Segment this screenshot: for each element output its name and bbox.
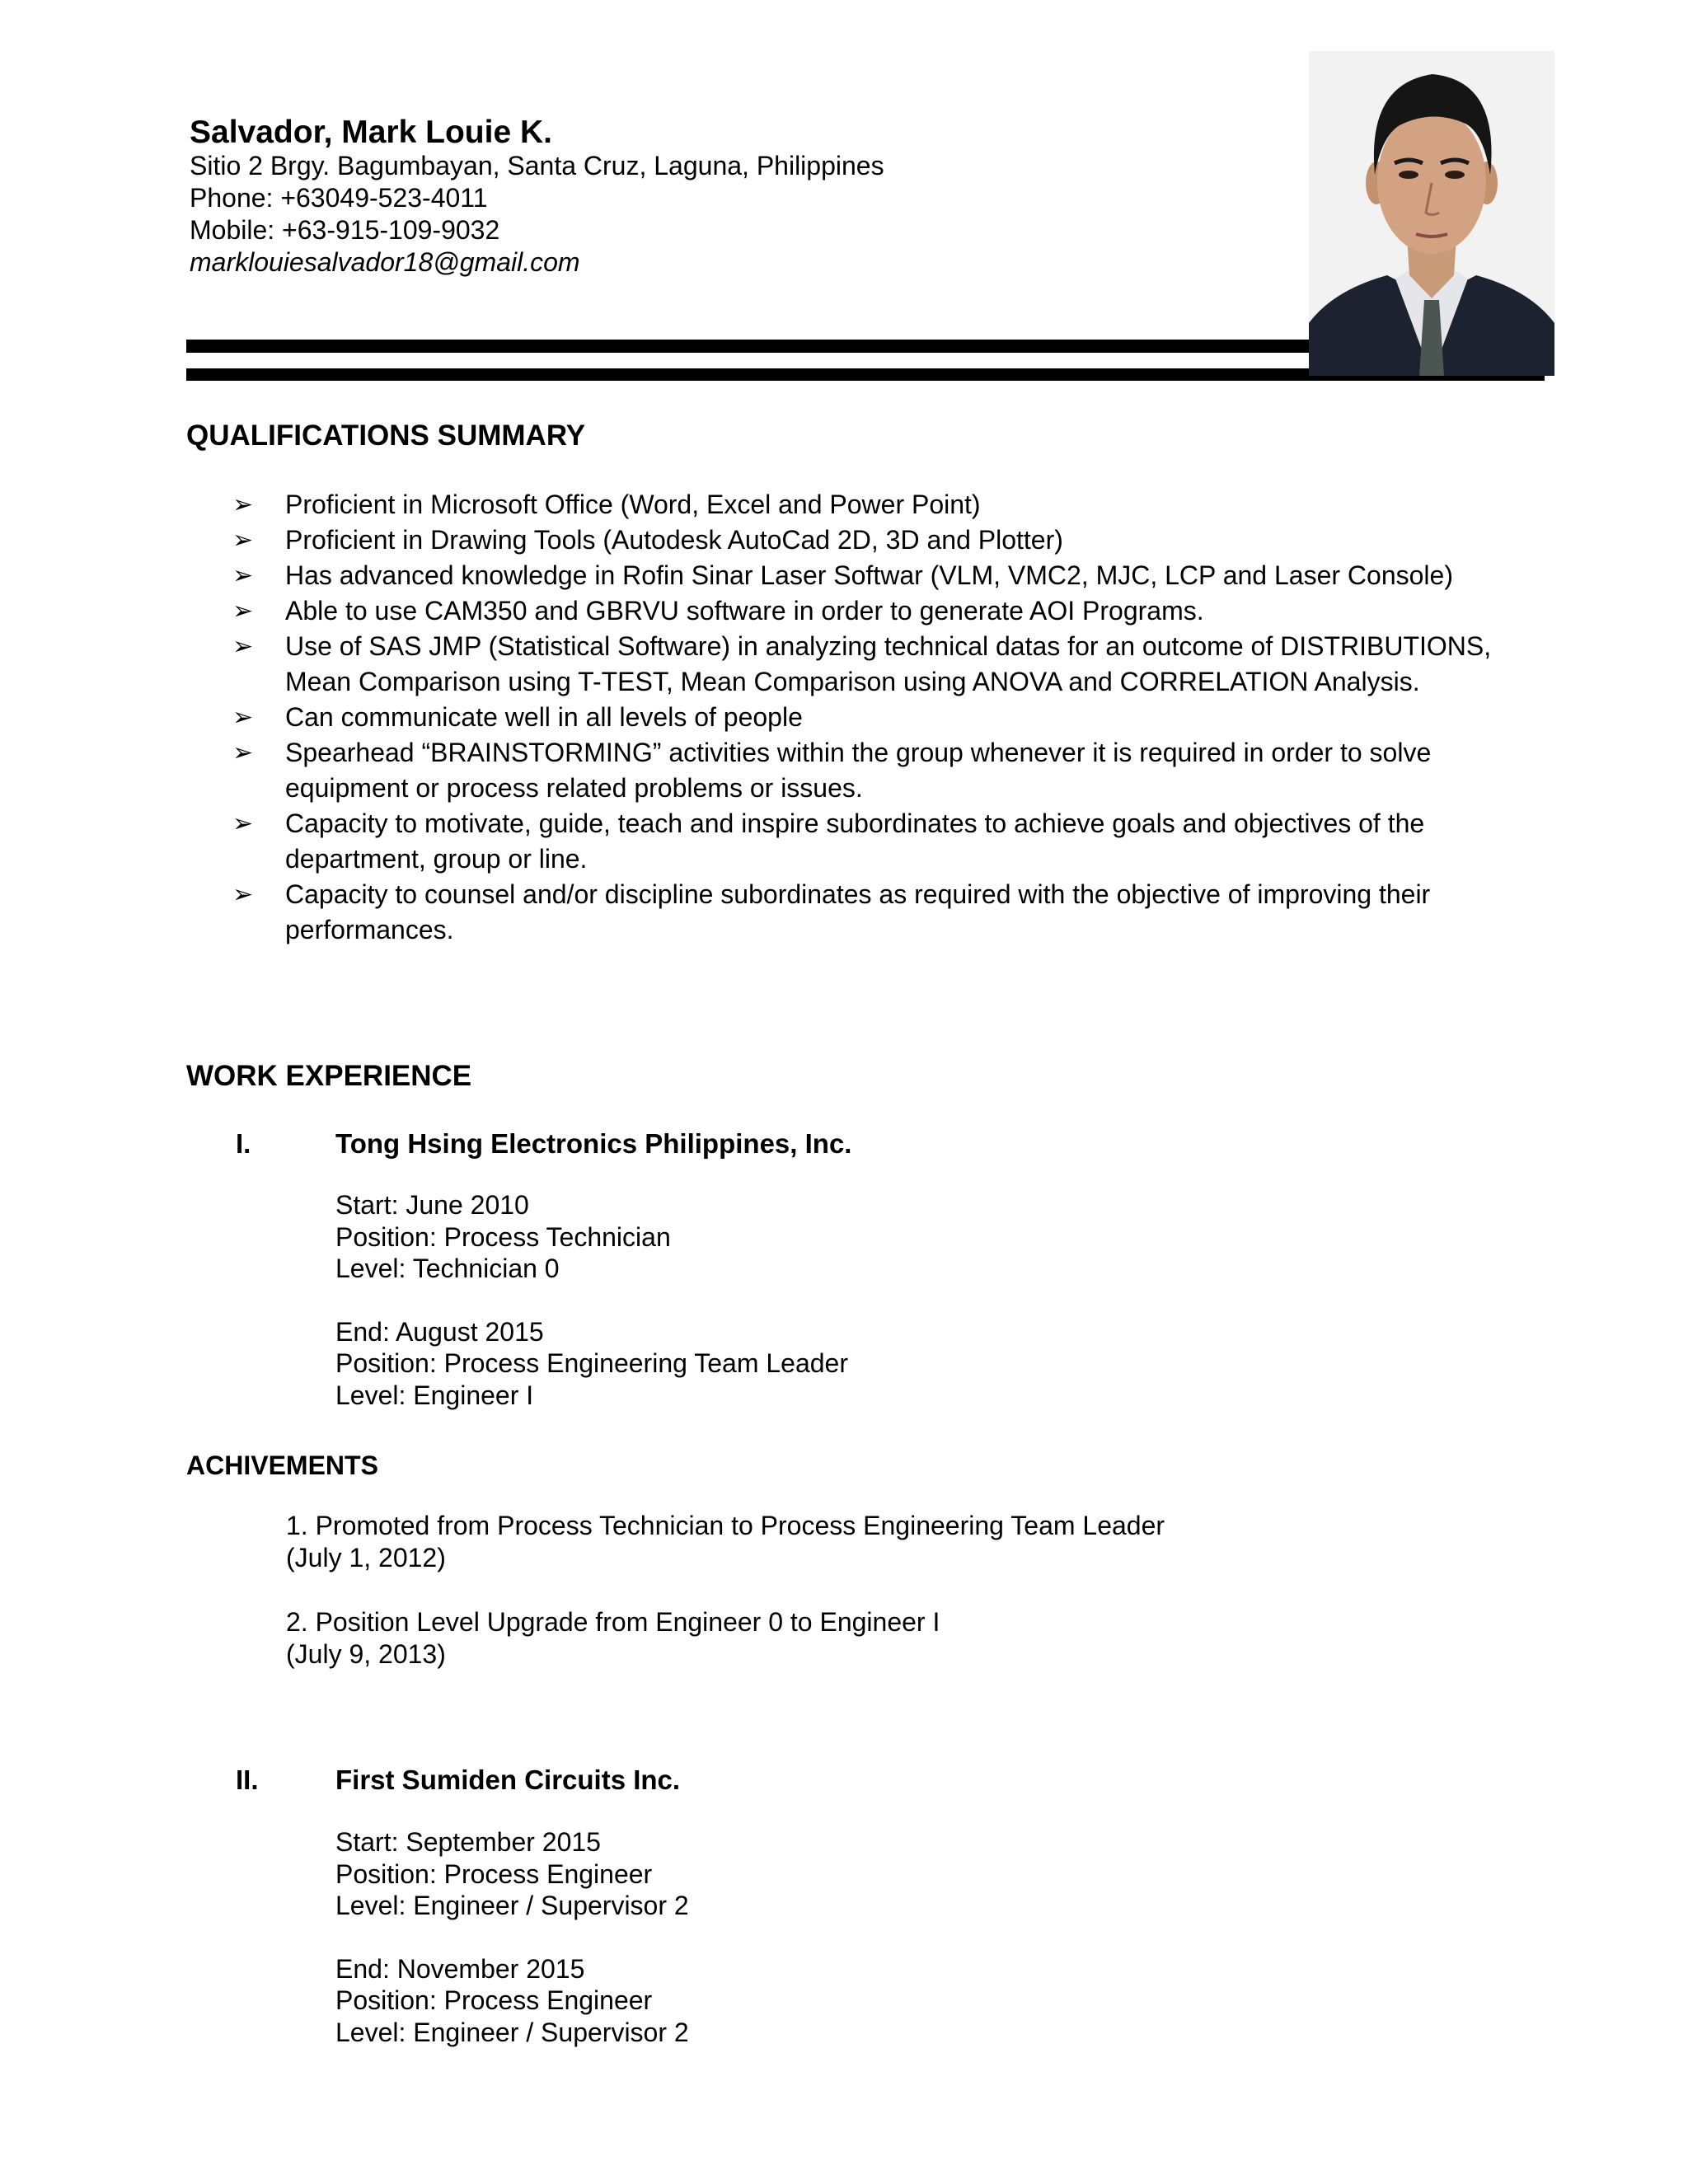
job-start: Start: June 2010 — [335, 1190, 529, 1220]
job-start-position: Position: Process Engineer — [335, 1858, 653, 1889]
qualification-text: Capacity to counsel and/or discipline subordinates as required with the objective of improving their performances. — [285, 879, 1431, 944]
qualification-item — [232, 523, 1535, 558]
qualification-text: Proficient in Drawing Tools (Autodesk AutoCad 2D, 3D and Plotter) — [285, 525, 1063, 555]
applicant-name: Salvador, Mark Louie K. — [190, 115, 552, 150]
job-start-level: Level: Technician 0 — [335, 1254, 560, 1283]
qualification-item — [232, 558, 1535, 593]
job-end-level: Level: Engineer / Supervisor 2 — [335, 2017, 689, 2047]
qualifications-list — [232, 487, 1535, 948]
job-numeral: I. — [236, 1128, 251, 1159]
phone-line: Phone: +63049-523-4011 — [190, 183, 488, 213]
qualification-item — [232, 700, 1535, 735]
bullet-arrow-icon: ➢ — [232, 881, 254, 908]
profile-photo — [1309, 51, 1554, 376]
achievement-text: 2. Position Level Upgrade from Engineer 0 to Engineer I — [286, 1607, 940, 1637]
job-start-level: Level: Engineer / Supervisor 2 — [335, 1891, 689, 1920]
work-experience-heading: WORK EXPERIENCE — [186, 1060, 472, 1092]
bullet-arrow-icon: ➢ — [232, 527, 254, 554]
bullet-arrow-icon: ➢ — [232, 810, 254, 837]
job-company: Tong Hsing Electronics Philippines, Inc. — [335, 1128, 852, 1159]
bullet-arrow-icon: ➢ — [232, 562, 254, 589]
qualification-item — [232, 629, 1535, 700]
job-end-level: Level: Engineer I — [335, 1380, 534, 1410]
bullet-arrow-icon: ➢ — [232, 491, 254, 518]
bullet-arrow-icon: ➢ — [232, 704, 254, 731]
qualification-text: Can communicate well in all levels of people — [285, 702, 803, 732]
qualification-text: Has advanced knowledge in Rofin Sinar Laser Softwar (VLM, VMC2, MJC, LCP and Laser Console) — [285, 560, 1453, 590]
achievements-list — [286, 1510, 1165, 1670]
qualifications-heading: QUALIFICATIONS SUMMARY — [186, 419, 586, 452]
achievements-heading: ACHIVEMENTS — [186, 1451, 378, 1480]
qualification-text: Use of SAS JMP (Statistical Software) in analyzing technical datas for an outcome of DISTRIBUTIONS, Mean Comparison using T-TEST, Mean Comparison using ANOVA and CORRELATION Analysis. — [285, 631, 1492, 696]
job-end: End: August 2015 — [335, 1316, 544, 1347]
qualification-item — [232, 806, 1535, 877]
job-details — [335, 1826, 689, 2048]
job-start-position: Position: Process Technician — [335, 1221, 671, 1252]
job-company: First Sumiden Circuits Inc. — [335, 1765, 681, 1795]
qualification-text: Proficient in Microsoft Office (Word, Excel and Power Point) — [285, 490, 981, 519]
job-end-position: Position: Process Engineering Team Leader — [335, 1348, 848, 1378]
email-line: marklouiesalvador18@gmail.com — [190, 247, 580, 277]
job-numeral: II. — [236, 1765, 259, 1795]
qualification-item — [232, 877, 1535, 948]
mobile-line: Mobile: +63-915-109-9032 — [190, 215, 500, 245]
qualification-item — [232, 593, 1535, 629]
job-end-position: Position: Process Engineer — [335, 1985, 653, 2015]
qualification-item — [232, 735, 1535, 806]
qualification-text: Spearhead “BRAINSTORMING” activities within the group whenever it is required in order to solve equipment or process related problems or issues. — [285, 738, 1432, 803]
qualification-text: Able to use CAM350 and GBRVU software in order to generate AOI Programs. — [285, 596, 1204, 626]
job-start: Start: September 2015 — [335, 1827, 601, 1857]
contact-block — [190, 150, 884, 279]
bullet-arrow-icon: ➢ — [232, 598, 254, 625]
bullet-arrow-icon: ➢ — [232, 633, 254, 660]
bullet-arrow-icon: ➢ — [232, 739, 254, 766]
achievement-date: (July 1, 2012) — [286, 1542, 446, 1572]
address-line: Sitio 2 Brgy. Bagumbayan, Santa Cruz, Laguna, Philippines — [190, 151, 884, 180]
qualification-text: Capacity to motivate, guide, teach and inspire subordinates to achieve goals and objectives of the department, group or line. — [285, 808, 1425, 874]
qualification-item — [232, 487, 1535, 523]
job-details — [335, 1189, 848, 1411]
achievement-date: (July 9, 2013) — [286, 1638, 446, 1669]
achievement-text: 1. Promoted from Process Technician to Process Engineering Team Leader — [286, 1511, 1165, 1540]
job-end: End: November 2015 — [335, 1953, 585, 1984]
